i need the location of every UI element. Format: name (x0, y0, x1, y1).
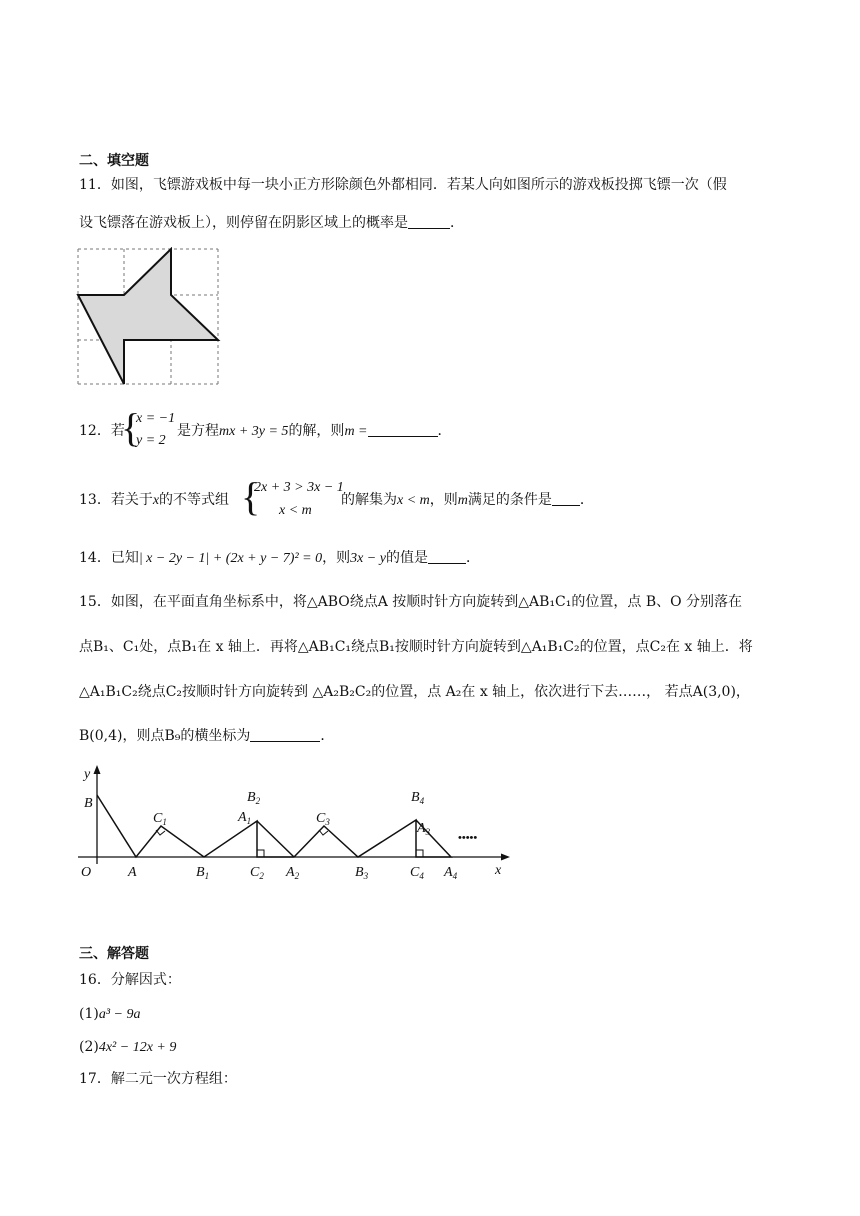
q16-title: 16．分解因式： (79, 972, 181, 988)
q16-part2 (79, 1037, 176, 1058)
dartboard-figure (76, 247, 221, 387)
q17-title: 17．解二元一次方程组： (79, 1071, 237, 1087)
q12-var: m = (344, 424, 368, 439)
label-A4: $A_4$ (444, 865, 458, 881)
label-A3: $A_3$ (417, 821, 431, 837)
label-C1: $C_1$ (153, 811, 167, 827)
label-C3: $C_3$ (316, 811, 330, 827)
q13-mid: 的不等式组 (159, 492, 230, 508)
q15-end: ． (320, 728, 335, 744)
q12-eq2: y = 2 (136, 433, 166, 448)
q13-ineq1: 2x + 3 > 3x − 1 (254, 480, 344, 495)
q12-prefix: 12．若 (79, 423, 125, 439)
q12-rest (177, 421, 452, 442)
q11-line1: 11．如图，飞镖游戏板中每一块小正方形除颜色外都相同．若某人向如图所示的游戏板投掷飞镖一次（假 (79, 177, 727, 193)
q14-end: ． (465, 550, 480, 566)
q16-part2-num: (2) (79, 1039, 99, 1055)
q13-prefix (79, 490, 229, 511)
q13-prefix-text: 13．若关于 (79, 492, 153, 508)
q13-answer-blank[interactable] (552, 491, 580, 506)
q14-prefix: 14．已知 (79, 550, 139, 566)
label-A1: $A_1$ (238, 810, 252, 826)
q13-mid3: ，则 (429, 492, 458, 508)
shaded-star-region (78, 249, 218, 384)
label-B3: $B_3$ (355, 865, 369, 881)
q16-part1-num: (1) (79, 1006, 99, 1022)
label-A2: $A_2$ (286, 865, 300, 881)
q13-rest (341, 490, 594, 511)
label-B1: $B_1$ (196, 865, 210, 881)
q13-x: x (152, 493, 160, 508)
q14-answer-blank[interactable] (428, 549, 466, 564)
q11-end: ． (450, 215, 464, 231)
q15-line1: 15．如图，在平面直角坐标系中，将△ABO绕点A 按顺时针方向旋转到△AB₁C₁的位置，点 B、O 分别落在 (79, 594, 743, 610)
q16-part1-expr: a³ − 9a (98, 1007, 141, 1022)
q12-end: ． (437, 423, 452, 439)
q13-solution: x < m (397, 493, 430, 508)
triangle-path (97, 795, 451, 857)
q15-line4 (79, 726, 334, 746)
q12-brace: { (121, 405, 141, 450)
q11-line2-text: 设飞镖落在游戏板上），则停留在阴影区域上的概率是 (79, 215, 408, 231)
q16-part1 (79, 1004, 141, 1025)
label-A: A (128, 865, 137, 880)
label-B: B (84, 796, 93, 811)
q12-eq1: x = −1 (136, 411, 176, 426)
q15-line4-text: B(0,4)，则点B₉的横坐标为 (79, 728, 251, 744)
label-O: O (81, 865, 92, 880)
q12-mid: 是方程 (177, 423, 219, 439)
x-axis-arrow-icon (501, 854, 510, 861)
q15-answer-blank[interactable] (250, 727, 320, 742)
section-heading-fill-in: 二、填空题 (79, 153, 149, 169)
label-dots: ••••• (458, 832, 478, 844)
q14-mid2: 的值是 (385, 550, 428, 566)
q13-m: m (457, 493, 468, 508)
q14-mid: ，则 (322, 550, 351, 566)
q14-expression: | x − 2y − 1| + (2x + y − 7)² = 0 (138, 551, 323, 566)
section-heading-answers: 三、解答题 (79, 946, 149, 962)
q14-ask: 3x − y (350, 551, 386, 566)
q13-mid4: 满足的条件是 (467, 492, 552, 508)
q13-brace: { (241, 474, 261, 519)
q11-line2 (79, 213, 464, 233)
q12-answer-blank[interactable] (368, 422, 438, 437)
q13-end: ． (579, 492, 594, 508)
label-B2: $B_2$ (247, 790, 261, 806)
q13-ineq2: x < m (279, 503, 312, 518)
y-axis-arrow-icon (94, 765, 101, 774)
rotation-figure (74, 764, 514, 882)
q15-line2: 点B₁、C₁处，点B₁在 x 轴上．再将△AB₁C₁绕点B₁按顺时针方向旋转到△A₁B₁C₂的位置，点C₂在 x 轴上．将 (79, 639, 753, 655)
label-C2: $C_2$ (250, 865, 264, 881)
q15-line3: △A₁B₁C₂绕点C₂按顺时针方向旋转到 △A₂B₂C₂的位置，点 A₂在 x 轴上，依次进行下去……， 若点A(3,0)， (79, 684, 750, 700)
q16-part2-expr: 4x² − 12x + 9 (98, 1040, 177, 1055)
label-C4: $C_4$ (410, 865, 424, 881)
label-x: x (495, 863, 502, 878)
q13-mid2: 的解集为 (341, 492, 397, 508)
q12-mid2: 的解，则 (288, 423, 345, 439)
q14-line (79, 548, 480, 569)
label-B4: $B_4$ (411, 790, 425, 806)
label-y: y (84, 767, 91, 782)
q12-equation: mx + 3y = 5 (219, 424, 289, 439)
q11-answer-blank[interactable] (408, 214, 450, 229)
